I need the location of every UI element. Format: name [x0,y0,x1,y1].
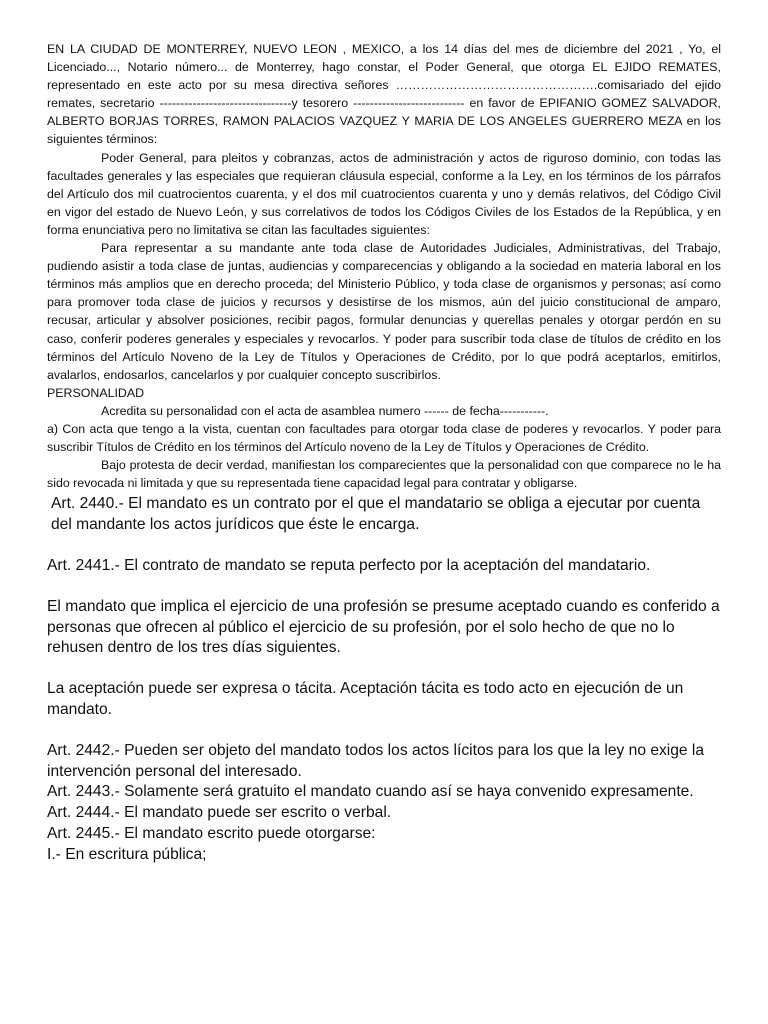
preamble-paragraph: EN LA CIUDAD DE MONTERREY, NUEVO LEON , MEXICO, a los 14 días del mes de diciembre del 2021 , Yo, el Licenciado..., Notario número... de Monterrey, hago constar, el Poder General, que otorga EL EJIDO REMATES, representado en este acto por su mesa directiva señores ………………………………………….comisariado del ejido remates, secretario --------------------------------y tesorero --------------------------- en favor de EPIFANIO GOMEZ SALVADOR, ALBERTO BORJAS TORRES, RAMON PALACIOS VAZQUEZ Y MARIA DE LOS ANGELES GUERRERO MEZA en los siguientes términos: [47,42,721,147]
fraccion-i: I.- En escritura pública; [47,845,207,863]
article-2444: Art. 2444.- El mandato puede ser escrito o verbal. [47,804,392,822]
profesion-paragraph: El mandato que implica el ejercicio de una profesión se presume aceptado cuando es conferido a personas que ofrecen al público el ejercicio de su profesión, por el solo hecho de que no lo rehusen dentro de los tres días siguientes. [47,597,720,657]
article-2441: Art. 2441.- El contrato de mandato se reputa perfecto por la aceptación del mandatario. [47,556,651,574]
representar-paragraph: Para representar a su mandante ante toda clase de Autoridades Judiciales, Administrativas, del Trabajo, pudiendo asistir a toda clase de juntas, audiencias y comparecencias y obligando a la sociedad en materia laboral en los términos más amplios que en derecho proceda; del Ministerio Público, y toda clase de organismos y personas; así como para promover toda clase de juicios y recursos y desistirse de los mismos, aún del juicio constitucional de amparo, recusar, articular y absolver posiciones, recibir pagos, formular denuncias y querellas penales y otorgar perdón en su caso, conferir poderes generales y especiales y revocarlos. Y poder para suscribir toda clase de títulos de crédito en los términos del Artículo Noveno de la Ley de Títulos y Operaciones de Crédito, por lo que podrá aceptarlos, emitirlos, avalarlos, endosarlos, cancelarlos y por cualquier concepto suscribirlos. [47,241,721,382]
article-2440: Art. 2440.- El mandato es un contrato por el que el mandatario se obliga a ejecutar por cuenta del mandante los actos jurídicos que éste le encarga. [51,495,701,534]
article-2445: Art. 2445.- El mandato escrito puede otorgarse: [47,824,376,842]
personalidad-heading: PERSONALIDAD [47,385,145,400]
inciso-a-paragraph: a) Con acta que tengo a la vista, cuentan con facultades para otorgar toda clase de poderes y revocarlos. Y poder para suscribir Títulos de Crédito en los términos del Artículo noveno de la Ley de Títulos y Operaciones de Crédito. [47,421,721,455]
acredita-paragraph: Acredita su personalidad con el acta de asamblea numero ------ de fecha-----------. [101,403,549,418]
poder-general-paragraph: Poder General, para pleitos y cobranzas, actos de administración y actos de riguroso dominio, con todas las facultades generales y las especiales que requieran cláusula especial, conforme a la Ley, en los términos de los párrafos del Artículo dos mil cuatrocientos cuarenta, y el dos mil cuatrocientos cuarenta y uno y demás relativos, del Código Civil en vigor del estado de Nuevo León, y sus correlativos de todos los Códigos Civiles de los Estados de la República, y en forma enunciativa pero no limitativa se citan las facultades siguientes: [47,150,721,237]
aceptacion-paragraph: La aceptación puede ser expresa o tácita. Aceptación tácita es todo acto en ejecución de un mandato. [47,680,684,718]
article-2443: Art. 2443.- Solamente será gratuito el mandato cuando así se haya convenido expresamente. [47,783,694,801]
code-articles [47,494,721,865]
notarial-text [47,40,721,492]
protesta-paragraph: Bajo protesta de decir verdad, manifiestan los comparecientes que la personalidad con que comparece no le ha sido revocada ni limitada y que su representada tiene capacidad legal para contratar y obligarse. [47,458,721,491]
article-2442: Art. 2442.- Pueden ser objeto del mandato todos los actos lícitos para los que la ley no exige la intervención personal del interesado. [47,741,705,780]
